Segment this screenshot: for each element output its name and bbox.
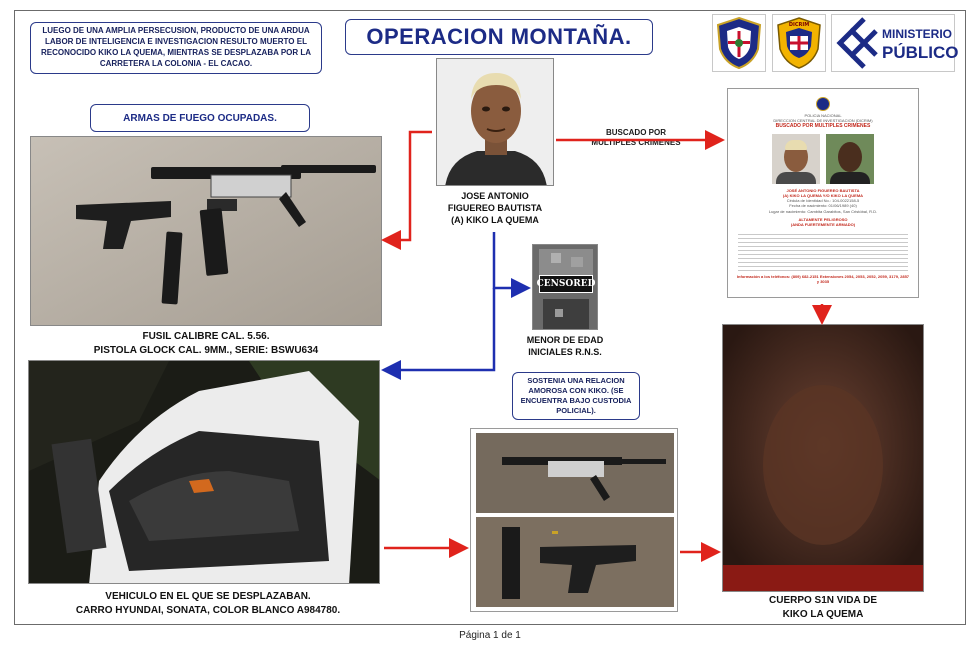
minor-caption-line2: INICIALES R.N.S. xyxy=(528,347,602,358)
ministerio-line2: PÚBLICO xyxy=(882,43,959,62)
poster-photo-2 xyxy=(826,134,874,184)
ministerio-publico-logo xyxy=(831,14,959,72)
suspect-name-line1: JOSE ANTONIO xyxy=(461,191,529,201)
deceased-photo xyxy=(722,324,924,592)
weapons-caption-line1: FUSIL CALIBRE CAL. 5.56. xyxy=(142,331,270,342)
wanted-label-line1: BUSCADO POR xyxy=(605,128,666,137)
suspect-mugshot xyxy=(436,58,554,186)
poster-org-line1: POLICIA NACIONAL xyxy=(804,113,842,118)
minor-caption xyxy=(500,334,630,358)
wanted-arrow-label xyxy=(585,128,687,147)
seized-rifle-photo xyxy=(476,433,674,513)
poster-seal-icon xyxy=(816,97,830,111)
page-title xyxy=(345,19,653,55)
poster-org-line2: DIRECCION CENTRAL DE INVESTIGACION (DICRIM) xyxy=(773,118,873,124)
suspect-name-caption xyxy=(420,190,570,226)
weapons-photo xyxy=(30,136,382,326)
page-footer xyxy=(0,630,980,641)
deceased-caption-line2: KIKO LA QUEMA xyxy=(782,608,864,620)
vehicle-photo xyxy=(28,360,380,584)
vehicle-caption-line1: VEHICULO EN EL QUE SE DESPLAZABAN. xyxy=(105,591,311,602)
weapons-caption-line2: PISTOLA GLOCK CAL. 9MM., SERIE: BSWU634 xyxy=(93,344,319,356)
policia-nacional-logo xyxy=(712,14,766,72)
vehicle-caption-line2: CARRO HYUNDAI, SONATA, COLOR BLANCO A984780. xyxy=(75,604,341,616)
poster-contact-line: Información a los teléfonos: (809) 682-2151 Extensiones 2054, 2053, 2052, 2059, 3179, 2857 y 3035 xyxy=(736,274,910,285)
poster-place-line: Lugar de nacimiento: Cambita Garabitos, San Cristóbal, R.D. xyxy=(768,208,878,214)
seized-pistol-photo xyxy=(476,517,674,607)
intro-text-box xyxy=(30,22,322,74)
suspect-name-line3: (A) KIKO LA QUEMA xyxy=(451,215,539,226)
poster-body-text-block xyxy=(738,231,908,271)
poster-dob-line: Fecha de nacimiento: 01/06/1989 (40) xyxy=(789,203,857,209)
relationship-box xyxy=(512,372,640,420)
weapons-caption xyxy=(30,330,382,357)
poster-id-line: Cédula de Identidad No.: 104-0022158-5 xyxy=(786,198,860,204)
page-number: Página 1 de 1 xyxy=(459,630,521,641)
relationship-text: SOSTENIA UNA RELACION AMOROSA CON KIKO. (SE ENCUENTRA BAJO CUSTODIA POLICIAL). xyxy=(520,375,632,416)
censored-badge xyxy=(536,275,596,293)
poster-warning-line1: ALTAMENTE PELIGROSO xyxy=(798,216,848,222)
ministerio-line1: MINISTERIO xyxy=(882,27,953,41)
deceased-caption xyxy=(720,594,926,621)
page-title-text: OPERACION MONTAÑA. xyxy=(366,24,632,49)
poster-heading: BUSCADO POR MULTIPLES CRIMENES xyxy=(775,123,871,130)
wanted-label-line2: MULTIPLES CRIMENES xyxy=(591,137,681,147)
minor-caption-line1: MENOR DE EDAD xyxy=(526,335,604,345)
poster-alias: (A) KIKO LA QUEMA Y/O KIKO LA QUEMA xyxy=(782,193,864,199)
seized-weapons-panel xyxy=(470,428,678,612)
intro-text: LUEGO DE UNA AMPLIA PERSECUSION, PRODUCTO DE UNA ARDUA LABOR DE INTELIGENCIA E INVESTIGACION RESULTO MUERTO EL RECONOCIDO KIKO LA QUEMA, MIENTRAS SE DESPLAZABA POR LA CARRETERA LA COLONIA - EL CACAO. xyxy=(40,26,312,68)
poster-name: JOSÉ ANTONIO FIGUEREO BAUTISTA xyxy=(786,187,860,193)
suspect-name-line2: FIGUEREO BAUTISTA xyxy=(447,203,543,214)
deceased-caption-line1: CUERPO S1N VIDA DE xyxy=(769,595,877,606)
minor-photo xyxy=(532,244,598,330)
poster-warning-line2: (ANDA FUERTEMENTE ARMADO) xyxy=(790,222,856,227)
censored-label: CENSORED xyxy=(536,279,596,289)
weapons-label-box xyxy=(90,104,310,132)
dicrim-logo xyxy=(772,14,826,72)
weapons-label: ARMAS DE FUEGO OCUPADAS. xyxy=(123,112,277,124)
poster-photo-1 xyxy=(772,134,820,184)
wanted-poster xyxy=(727,88,919,298)
dicrim-logo-text: DICRIM xyxy=(788,22,810,28)
vehicle-caption xyxy=(28,590,388,617)
